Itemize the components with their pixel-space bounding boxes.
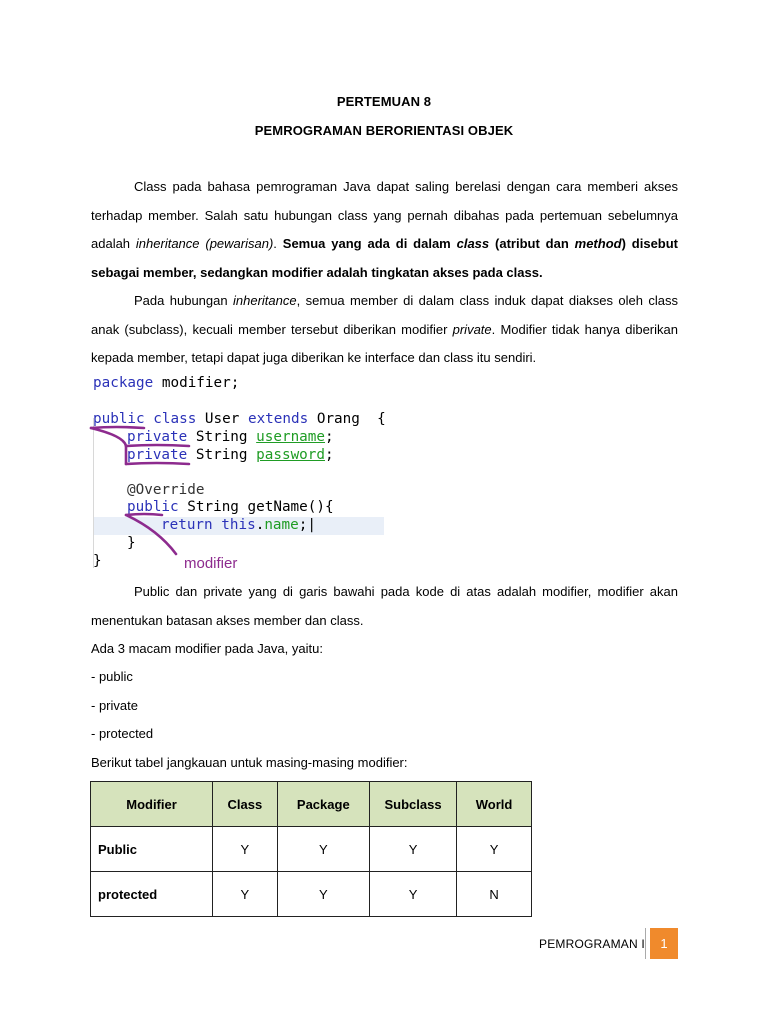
code-line-getname: public String getName(){	[127, 499, 334, 515]
underline-private-username	[126, 445, 189, 446]
underline-public-method	[126, 514, 162, 515]
code-line-method-close: }	[127, 535, 136, 551]
table-intro-line: Berikut tabel jangkauan untuk masing-masing modifier:	[91, 755, 408, 770]
code-line-return: return this.name;|	[161, 517, 316, 533]
code-line-class-close: }	[93, 553, 102, 569]
table-cell: N	[457, 872, 532, 917]
table-cell: Public	[91, 827, 213, 872]
table-header-cell: Package	[277, 782, 369, 827]
connector-class-to-private	[91, 428, 126, 446]
code-line-password: private String password;	[127, 447, 334, 463]
list-item-public: - public	[91, 669, 133, 684]
meeting-title: PERTEMUAN 8	[336, 94, 432, 109]
table-header-cell: World	[457, 782, 532, 827]
list-item-private: - private	[91, 698, 138, 713]
code-line-username: private String username;	[127, 429, 334, 445]
table-cell: Y	[369, 872, 456, 917]
document-title: PEMROGRAMAN BERORIENTASI OBJEK	[254, 123, 514, 138]
intro-paragraph-1: Class pada bahasa pemrograman Java dapat saling berelasi dengan cara memberi akses terhadap member. Salah satu hubungan class yang pernah dibahas pada pertemuan sebelumnya adalah inheritance (pewarisan). Semua yang ada di dalam class (atribut dan method) disebut sebagai member, sedangkan modifier adalah tingkatan akses pada class.	[91, 179, 679, 280]
table-cell: Y	[369, 827, 456, 872]
table-cell: protected	[91, 872, 213, 917]
table-cell: Y	[457, 827, 532, 872]
page-number-badge: 1	[650, 928, 678, 959]
footer-course-name: PEMROGRAMAN I	[539, 937, 645, 951]
table-cell: Y	[277, 827, 369, 872]
table-header-row	[91, 782, 532, 827]
table-row	[91, 827, 532, 872]
pointer-to-modifier-label	[126, 515, 176, 554]
underline-private-password	[126, 463, 189, 464]
code-line-override: @Override	[127, 482, 205, 498]
footer-divider	[645, 928, 646, 959]
table-cell: Y	[213, 872, 278, 917]
table-cell: Y	[213, 827, 278, 872]
code-line-class-declaration: public class User extends Orang {	[93, 411, 386, 427]
table-header-cell: Class	[213, 782, 278, 827]
table-header-cell: Modifier	[91, 782, 213, 827]
intro-paragraph-2: Pada hubungan inheritance, semua member di dalam class induk dapat diakses oleh class anak (subclass), kecuali member tersebut diberikan modifier private. Modifier tidak hanya diberikan kepada member, tetapi dapat juga diberikan ke interface dan class itu sendiri.	[91, 293, 678, 366]
explanation-paragraph: Public dan private yang di garis bawahi pada kode di atas adalah modifier, modifier akan menentukan batasan akses member dan class.	[91, 584, 678, 628]
underline-public-class	[91, 427, 144, 428]
modifier-count-line: Ada 3 macam modifier pada Java, yaitu:	[91, 641, 323, 656]
table-header-cell: Subclass	[369, 782, 456, 827]
table-cell: Y	[277, 872, 369, 917]
modifier-markup-overlay	[86, 370, 396, 580]
code-line-package: package modifier;	[93, 375, 240, 391]
code-snippet-image	[86, 370, 396, 580]
list-item-protected: - protected	[91, 726, 154, 741]
modifier-annotation-label: modifier	[184, 555, 238, 572]
modifier-access-table	[90, 781, 532, 917]
table-row	[91, 872, 532, 917]
